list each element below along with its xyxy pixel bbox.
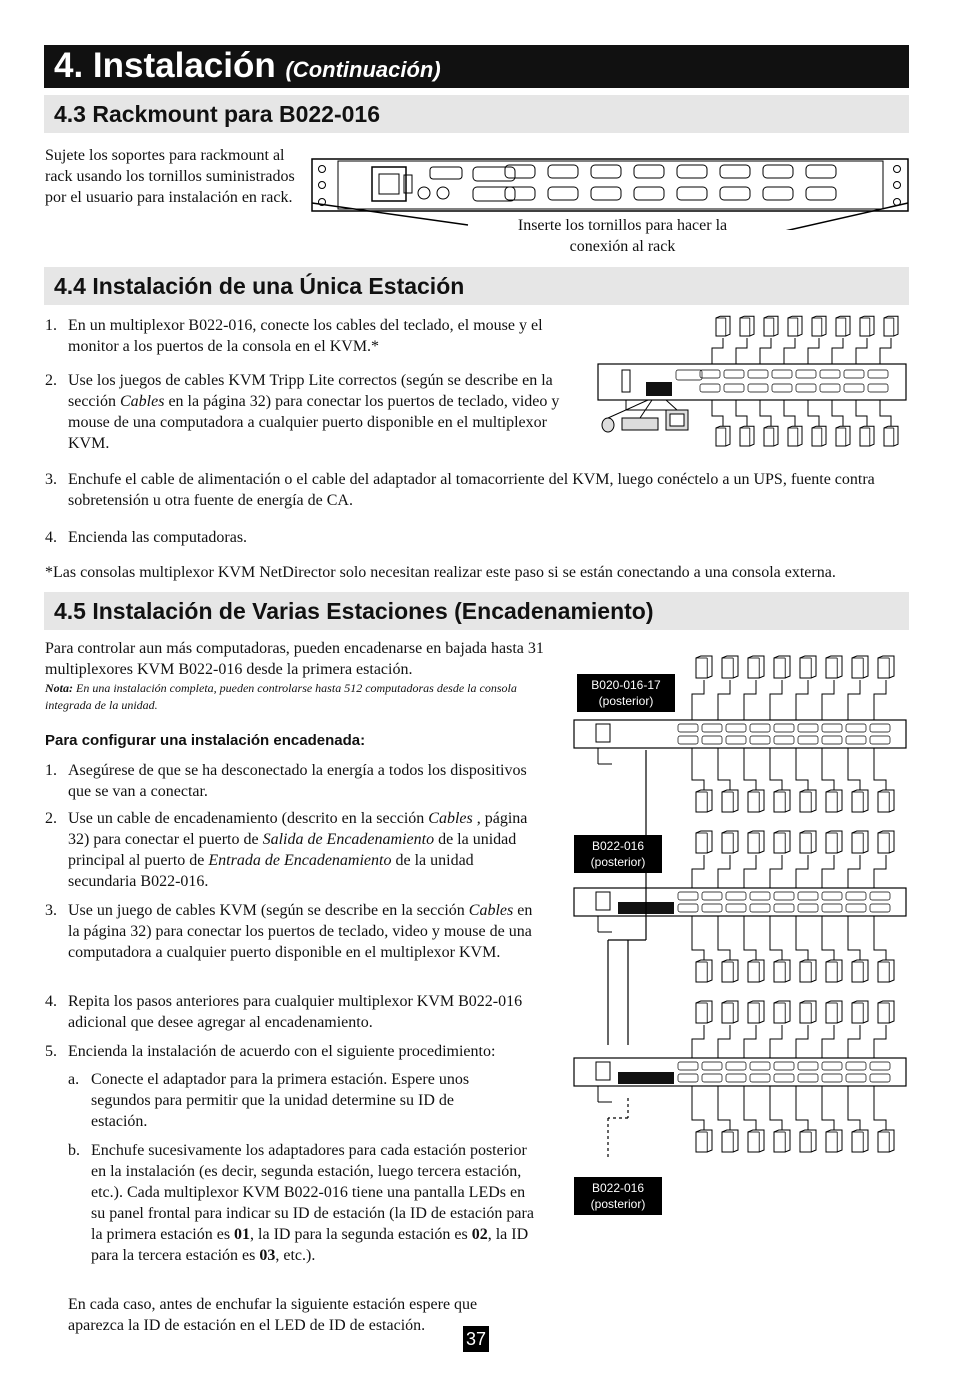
rackmount-text: Sujete los soportes para rackmount al rack usando los tornillos suministrados por el usuario para instalación en rack. bbox=[45, 147, 295, 206]
daisy-chain-diagram bbox=[568, 650, 910, 1170]
device-label-3: B022-016 (posterior) bbox=[574, 1177, 662, 1215]
rackmount-callout: Inserte los tornillos para hacer la conexión al rack bbox=[517, 217, 728, 255]
footnote: *Las consolas multiplexor KVM NetDirector solo necesitan realizar este paso si se están conectando a una consola externa. bbox=[45, 564, 836, 581]
page-subtitle: (Continuación) bbox=[285, 57, 441, 82]
note: Nota: En una instalación completa, pueden controlarse hasta 512 computadoras desde la consola integrada de la unidad. bbox=[45, 681, 517, 712]
device-label-2: B022-016 (posterior) bbox=[574, 835, 662, 873]
device-label-1: B020-016-17 (posterior) bbox=[577, 674, 675, 712]
page-number: 37 bbox=[463, 1326, 489, 1352]
page-banner bbox=[44, 45, 909, 88]
daisy-chain-intro: Para controlar aun más computadoras, pueden encadenarse en bajada hasta 31 multiplexores KVM B022-016 desde la primera estación. bbox=[45, 640, 544, 678]
subheading: Para configurar una instalación encadenada: bbox=[45, 732, 366, 749]
section-heading-4-4: 4.4 Instalación de una Única Estación bbox=[44, 267, 909, 305]
page-title: 4. Instalación bbox=[54, 46, 276, 85]
closing-text: En cada caso, antes de enchufar la siguiente estación espere que aparezca la ID de estación en el LED de ID de estación. bbox=[68, 1296, 478, 1334]
section-heading-4-5: 4.5 Instalación de Varias Estaciones (Encadenamiento) bbox=[44, 592, 909, 630]
section-heading-4-3: 4.3 Rackmount para B022-016 bbox=[44, 95, 909, 133]
note-label: Nota: bbox=[45, 681, 73, 695]
single-station-diagram bbox=[596, 312, 911, 452]
